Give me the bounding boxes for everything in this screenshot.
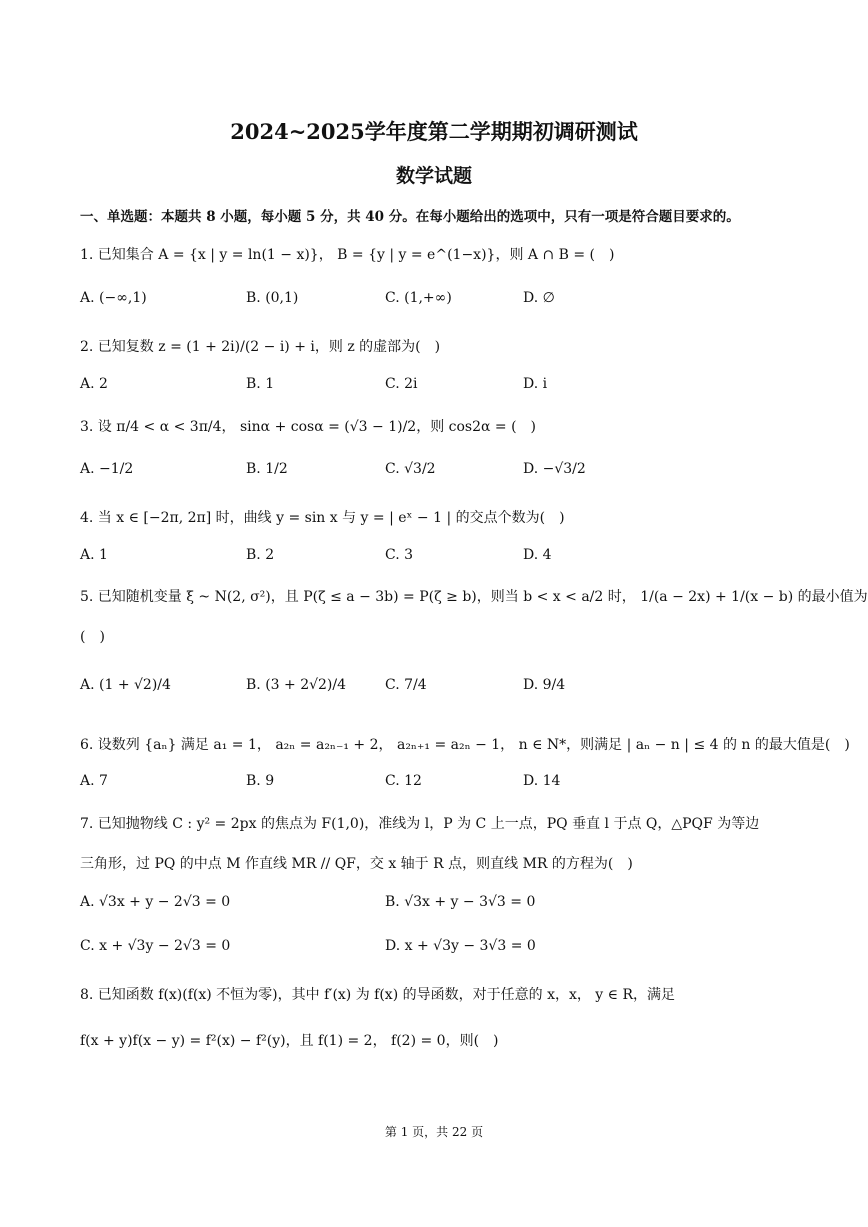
question-5: 5. 已知随机变量 ξ ~ N(2, σ²)，且 P(ζ ≤ a − 3b) = P(ζ ≥ b)，则当 b < x < a/2 时， 1/(a − 2x) + 1/(x − b) 的最小值为 [80, 589, 868, 605]
page-title: 2024~2025学年度第二学期期初调研测试 [230, 119, 638, 144]
page-subtitle: 数学试题 [395, 165, 472, 187]
question-5-cont: ( ) [80, 629, 105, 645]
q5-option-d: D. 9/4 [523, 677, 566, 693]
q2-option-c: C. 2i [385, 376, 418, 392]
q1-option-d: D. ∅ [523, 290, 555, 306]
q4-option-b: B. 2 [246, 547, 275, 563]
q3-option-c: C. √3/2 [385, 461, 436, 477]
question-1: 1. 已知集合 A = {x | y = ln(1 − x)}， B = {y | y = e^(1−x)}，则 A ∩ B = ( ) [80, 247, 615, 263]
q5-option-a: A. (1 + √2)/4 [80, 677, 171, 693]
q1-option-a: A. (−∞,1) [80, 290, 147, 306]
q7-option-b: B. √3x + y − 3√3 = 0 [385, 894, 536, 910]
question-8: 8. 已知函数 f(x)(f(x) 不恒为零)，其中 f′(x) 为 f(x) 的导函数，对于任意的 x，x， y ∈ R，满足 [80, 987, 676, 1003]
q5-option-c: C. 7/4 [385, 677, 427, 693]
q1-option-c: C. (1,+∞) [385, 290, 452, 306]
q3-option-d: D. −√3/2 [523, 461, 586, 477]
q7-option-a: A. √3x + y − 2√3 = 0 [80, 894, 231, 910]
section-heading: 一、单选题：本题共 8 小题，每小题 5 分，共 40 分。在每小题给出的选项中，只有一项是符合题目要求的。 [80, 209, 740, 225]
question-2: 2. 已知复数 z = (1 + 2i)/(2 − i) + i，则 z 的虚部为( ) [80, 339, 441, 355]
page-footer: 第 1 页，共 22 页 [384, 1125, 484, 1139]
q2-option-a: A. 2 [80, 376, 108, 392]
q4-option-c: C. 3 [385, 547, 414, 563]
q7-option-c: C. x + √3y − 2√3 = 0 [80, 938, 231, 954]
q3-option-a: A. −1/2 [80, 461, 134, 477]
q2-option-b: B. 1 [246, 376, 275, 392]
q4-option-d: D. 4 [523, 547, 552, 563]
question-8-cont: f(x + y)f(x − y) = f²(x) − f²(y)，且 f(1) = 2， f(2) = 0，则( ) [80, 1033, 499, 1049]
q6-option-d: D. 14 [523, 773, 561, 789]
q6-option-c: C. 12 [385, 773, 422, 789]
q1-option-b: B. (0,1) [246, 290, 299, 306]
question-4: 4. 当 x ∈ [−2π, 2π] 时，曲线 y = sin x 与 y = | eˣ − 1 | 的交点个数为( ) [80, 510, 565, 526]
q4-option-a: A. 1 [80, 547, 108, 563]
q5-option-b: B. (3 + 2√2)/4 [246, 677, 347, 693]
question-7-cont: 三角形，过 PQ 的中点 M 作直线 MR // QF，交 x 轴于 R 点，则直线 MR 的方程为( ) [80, 856, 633, 872]
q6-option-b: B. 9 [246, 773, 275, 789]
q6-option-a: A. 7 [80, 773, 108, 789]
q3-option-b: B. 1/2 [246, 461, 288, 477]
question-6: 6. 设数列 {aₙ} 满足 a₁ = 1， a₂ₙ = a₂ₙ₋₁ + 2， a₂ₙ₊₁ = a₂ₙ − 1， n ∈ N*，则满足 | aₙ − n | ≤ 4 的 n 的最大值是( ) [80, 737, 850, 753]
question-3: 3. 设 π/4 < α < 3π/4， sinα + cosα = (√3 − 1)/2，则 cos2α = ( ) [80, 419, 537, 435]
q2-option-d: D. i [523, 376, 548, 392]
q7-option-d: D. x + √3y − 3√3 = 0 [385, 938, 536, 954]
question-7: 7. 已知抛物线 C : y² = 2px 的焦点为 F(1,0)，准线为 l，P 为 C 上一点，PQ 垂直 l 于点 Q，△PQF 为等边 [80, 816, 760, 832]
